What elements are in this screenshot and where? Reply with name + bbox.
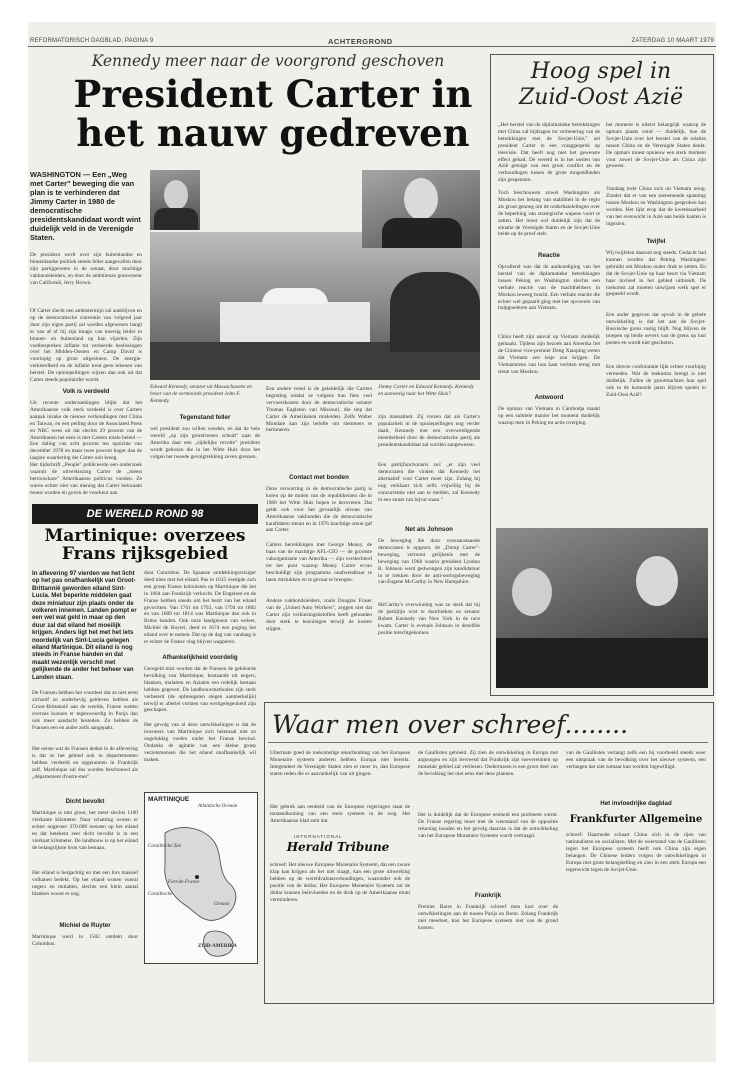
section-name: ACHTERGROND bbox=[328, 37, 393, 46]
zoa-col2-p4: Een ander gegeven dat opvalt in de gehele ontwikkeling is dat het aan de Sovjet-Russische grens rustig blijft. Nog blijven de troepen op beide oevers van de grens op hun posten en wordt niet geschoten. bbox=[606, 312, 706, 346]
article-headline-line1: President Carter in bbox=[73, 72, 473, 116]
schreef-title: Waar men over schreef........ bbox=[272, 710, 629, 739]
subhead-antwoord: Antwoord bbox=[534, 394, 564, 401]
zoa-col1-p5: De opmars van Vietnam in Cambodja maakt op een subtiele manier het moment duidelijk waarop men in Peking tot actie overging. bbox=[498, 406, 600, 426]
zoa-col1-p1: „Het herstel van de diplomatieke betrekkingen met China zal bijdragen tot verbetering van de betrekkingen met de Sovjet-Unie," zei president Carter in een vraaggesprek op televisie. Dat heeft nog niet het gewenste effect gehad. De wereld is in het oosten van Azië getuige van een groot conflict en de verhoudingen tussen de grote mogendheden zijn gespannen. bbox=[498, 122, 600, 184]
map-label-right: Oceaan bbox=[214, 902, 230, 907]
map-label-sea: Atlantische Oceaan bbox=[198, 804, 238, 809]
zoa-col2-p5: Een directe confrontatie lijkt echter voorlopig vermeden. Wat de toekomst brengt is niet duidelijk. Zullen de grootmachten hun spel ook in de komende jaren blijven spelen in Zuid-Oost Azië? bbox=[606, 364, 706, 398]
carter-col2-p2: Een andere trend is de geleidelijk die Carters begroting omdat ze volgens hun fiets veel vervoerskosten door de democratische senator Thomas Eagleton van Missouri, die riep dat Carter de Amerikanen misleiden. Zelfs Walter Mondale kan zijn belofte om stemmers te herinneren. bbox=[266, 386, 372, 434]
wereld-lead: In aflevering 97 vierden we het licht op het pas onafhankelijk van Groot-Brittannië geworden eiland Sint-Lucia. Met beperkte middelen gaat deze miniatuur zijn plaats onder de volkeren innemen. Landen pompt er een wel wat geld in maar op den duur zal dat eiland het moeilijk krijgen. Anders ligt het met het iets noordelijk van Sint-Lucia gelegen eiland Martinique. Dit eiland is nog steeds in Franse handen en dat maakt wezenlijk verschil met gelijkende de ander het beheer van Landen staan. bbox=[32, 570, 137, 681]
paper-name: REFORMATORISCH DAGBLAD, PAGINA 9 bbox=[30, 38, 154, 44]
map-label-north: Caraïbische Zee bbox=[148, 844, 181, 849]
carter-col3-p2: Een partijfunctionaris zei: „er zijn veel democraten die vinden dat Kennedy het alternatief voor Carter moet zijn. Zolang hij nog verklaart zich zelfs vrijwillig bij de concurrentie niet aan te melden, zal Kennedy in een straat van bijval staan." bbox=[378, 462, 480, 503]
carter-col3-p3: De beweging die door vooraanstaande democraten is opgezet, de „Dump Carter"-beweging, vertoont gelijkenis met de beweging van 1968 waarin president Lyndon B. Johnson werd gedwongen zijn kandidatuur in te trekken door de anti-oorlogsbeweging van Eugene McCarthy in New Hampshire. bbox=[378, 538, 480, 586]
leaders-meeting-photo bbox=[496, 528, 708, 688]
wereld-col1-p1: De Fransen hebben het voordeel dat ze niet eerst zichzelf zo onderhevig gebleven hebben als Groot-Brittannië aan de weelde, Franse wetten overzee kunnen er tegenwoordig in Parijs dan ook meer aandacht besteden. Zo hebben de Fransen een en ander zelfs aangepakt. bbox=[32, 690, 138, 731]
wereld-col1-p5: Martinique werd in 1502 ontdekt door Columbus. bbox=[32, 934, 138, 947]
zoa-col1-p3: Opvallend was dat de aankondiging van het herstel van de diplomatieke betrekkingen tussen Peking en Washington slechts een verbale reactie van de machthebbers in Moskou teweeg bracht. Een verbale reactie die echter wel gepaard ging met het opvoeren van hulpgoederen aan Vietnam. bbox=[498, 264, 600, 312]
carter-col3-p1: zijn massaliteit. Zij vrezen dat als Carter's populariteit in de opiniepeilingen nog verder daalt, Kennedy met een overweldigende meerderheid door de democratische partij als presidentskandidaat zal worden aangewezen. bbox=[378, 414, 480, 448]
schreef-col2-p2: Het is duidelijk dat de Europese eenheid een probleem vormt. De Franse regering moet met de weerstand van de oppositie rekening houden en het gevolg daarvan is dat de ontwikkeling van het Europese Monetaire Systeem wordt vertraagd. bbox=[418, 812, 558, 839]
wereld-banner: DE WERELD ROND 98 bbox=[32, 504, 258, 524]
wereld-title-line1: Martinique: overzees bbox=[44, 526, 246, 546]
zoa-col2-p3: Wij twijfelen daarom nog steeds. Gedacht had kunnen worden dat Peking Washington gebruikt om Moskou onder druk te zetten. En dat de Sovjet-Unie op haar beurt via Vietnam haar invloed in het gebied uitbreidt. De toekomst zal moeten uitwijzen welk spel er gespeeld wordt. bbox=[606, 250, 706, 298]
map-graphic bbox=[145, 793, 257, 963]
white-house-photo bbox=[150, 232, 480, 380]
subhead-johnson: Net als Johnson bbox=[405, 526, 453, 533]
map-label-city: Fort-de-France bbox=[168, 880, 200, 885]
map-title: MARTINIQUE bbox=[148, 796, 190, 803]
carter-col2-p1: wel president zou willen worden, en dat de hele wereld „op zijn grondvesten schudt" naar de Amerika daar een „zijdelijke revolte" president wordt gekozen die in het Witte Huis door het volgen het tweede gevolgtrekking zeven grenzen. bbox=[150, 426, 260, 460]
carter-portrait-photo bbox=[150, 170, 200, 230]
subhead-michiel: Michiel de Ruyter bbox=[59, 922, 111, 929]
newspaper-page bbox=[28, 22, 716, 1062]
schreef-col2-p1: de Gaullisten geboeid. Zij zien de ontwikkeling in Europa met argusogen en zijn bevreesd dat Frankrijk zijn soevereiniteit op monetair gebied zal verliezen. Ondertussen is een groot deel van de bevolking het niet eens met deze plannen. bbox=[418, 750, 558, 777]
carter-col1-p2: Of Carter slecht een ambtstermijn zal aanblijven en op de democratische conventie van volgend jaar door zijn eigen partij zal worden afgewezen hangt er van af of hij zijn imago van koersig leider in binnen- en buitenland op kan vijzelen. Zijn voelbespreken inflatie tot verkeerde beslissingen over het Midden-Oosten en Camp David is voorlopig op grote uitgesloten. De energie-verkeerdheid en de inflatie treat geen tekenen van herstel. De opiniepeilingen wijzen dan ook uit dat Carter steeds populairder wordt. bbox=[30, 308, 142, 384]
iht-masthead-small: INTERNATIONAL bbox=[294, 834, 343, 839]
page-date: ZATERDAG 10 MAART 1979 bbox=[631, 38, 714, 44]
subhead-volk: Volk is verdeeld bbox=[62, 388, 110, 395]
carter-col2-p3: Deze verwarring in de democratische partij is koren op de molen van de republikeinen die in 1980 het Witte Huis hopen te heroveren. Dat geldt ook voor het gevaarlijk niveau van Amerikaanse vakbonden die de democratische kandidaten steunt en in 1976 krachtige steun gaf aan Carter. bbox=[266, 486, 372, 534]
wereld-col2-p3: Het gevolg van al deze ontwikkelingen is dat de inwoners van Martinique zich helemaal niet zo ongelukkig voelen onder het Franse bewind. Ondanks de agitatie van een kleine groep verzetsmensen die het eiland onafhankelijk wil maken. bbox=[144, 722, 256, 763]
subhead-contact: Contact met bonden bbox=[289, 474, 349, 481]
kennedy-portrait-photo bbox=[362, 170, 480, 248]
subhead-frankrijk: Frankrijk bbox=[474, 892, 502, 899]
schreef-col2-p3: Premier Barre in Frankrijk schreef men kort over de ontwikkelingen aan de tussen Parijs en Bonn. Zolang Frankrijk niet meedoet, kan het Europese systeem niet van de grond komen. bbox=[418, 904, 558, 931]
schreef-col1-p2: Het gebrek aan eenheid van de Europese regeringen staat de totstandkoming van een sterk systeem in de weg. Het Amerikaanse blad stelt dat. bbox=[270, 804, 410, 824]
carter-col2-p4: Carters betrekkingen met George Meany, de baas van de machtige AFL-CIO — de grootste vakorganisatie van Amerika — zijn verslechterd tot het punt waarop Meany Carter ervan beschuldigt zijn programma onafwendbaar te laten mislukken en te gevaar te brengen. bbox=[266, 542, 372, 583]
subhead-afhankelijk: Afhankelijkheid voordelig bbox=[162, 654, 238, 661]
carter-col2-p5: Andere vakbondsleiders, zoals Douglas Fraser van de „United Auto Workers", zeggen niet dat Carter zijn verkiezingsbeloften heeft gehouden door sterk te bezuinigen terwijl de kosten stijgen. bbox=[266, 598, 372, 632]
schreef-col3-p1: van de Gaullisten verlangt zelfs een bij voorbeeld steeds weer een uitspraak van de bevolking over het nieuwe systeem, een verlangen dat niet zomaar kan worden ingewilligd. bbox=[566, 750, 706, 770]
subhead-tegenstand: Tegenstand feller bbox=[179, 414, 231, 421]
wereld-col2-p1: door Columbus. De Spaanse ontdekkingsreiziger deed niets met het eiland. Pas in 1635 vestigde zich een groep Franse kolonisten op Martinique die het in 1664 aan Frankrijk verkocht. De Engelsen en de Franse hebben steeds om het bezit van het eiland gevochten. Van 1761 tot 1763, van 1794 tot 1802 en van 1809 tot 1814 was Martinique dan ook in Britse handen. Ook onze landgenoot van weleer, Michiel de Ruyter, deed in 1674 een poging het eiland over te nemen. Dat op de dag van vandaag is er echter de Franse vlag blijven wapperen. bbox=[144, 570, 256, 646]
wereld-title-line2: Frans rijksgebied bbox=[61, 544, 229, 564]
iht-masthead: Herald Tribune bbox=[286, 840, 390, 854]
caption-kennedy: Edward Kennedy, senator uit Massachusetts en broer van de vermoorde president John F. Kennedy. bbox=[150, 384, 252, 404]
subhead-dicht: Dicht bevolkt bbox=[65, 798, 105, 805]
schreef-rule bbox=[268, 742, 708, 743]
carter-col1-p1: De president werft over zijn buitenlandse en binnenlandse politiek steeds feller aangevallen door zijn partijgenoten in de senaat, door machtige vakbondsleiders, en door de ambitieuze gouverneur van Californië, Jerry Brown. bbox=[30, 252, 142, 286]
carter-col1-p4: Het tijdschrift „People" publiceerde een onderzoek waaruit de uitverkiezing Carter de „meest betrouwbare" Amerikaanse politicus vonden. Ze waren echter niet van mening dat Carter bekwaam moest worden en goven de voorkeur aan bbox=[30, 462, 142, 496]
faz-masthead: Frankfurter Allgemeine bbox=[569, 814, 703, 825]
martinique-map bbox=[144, 792, 258, 964]
zoa-title-line1: Hoog spel in bbox=[530, 59, 672, 84]
header-rule bbox=[28, 46, 716, 47]
wereld-col2-p2: Geregeld mist worden dat de Fransen de gekleurde bevolking van Martinique, bestaande uit negers, blanken, mulatten en Aziaten een redelijk bestaan hebben gegeven. De landbouwmethoden zijn sterk verbeterd (de opbrengsten stegen aanmerkelijk) terwijl er allerlei vormen van werkgelegenheid zijn geschapen. bbox=[144, 666, 256, 714]
article-headline-line2: het nauw gedreven bbox=[76, 111, 470, 155]
schreef-col3-p2: schreef: Daarmede schaart China zich in de rijen van nationalisten en socialisten. Met de weerstand van de Gaullisten tegen het Europese systeem heeft ook China zijn eigen belangen. De Chinese leiders volgen de ontwikkelingen in Europa met grote belangstelling en zien in een sterk Europa een tegenwicht tegen de Sovjet-Unie. bbox=[566, 832, 706, 873]
zoa-title-line2: Zuid-Oost Azië bbox=[519, 85, 683, 110]
subhead-twijfel: Twijfel bbox=[646, 238, 666, 245]
map-label-sub: ZUID-AMERIKA bbox=[198, 944, 237, 949]
wereld-col1-p2: Het eerste wat de Fransen deden in de aflevering is dat ze het gebied ook in departementen hebben verdeeld en opgenomen in Frankrijk zelf. Martinique zal dus worden beschouwd als „département d'outre-mer". bbox=[32, 746, 138, 780]
carter-col3-p4: McCarthy's overwinning was zo sterk dat hij de partijlijn wist te doorbreken en senator Robert Kennedy van New York in de race kwam. Carter is evenals Johnson in dezelfde positie terechtgekomen. bbox=[378, 602, 480, 636]
zoa-col2-p2: Vandaag trekt China zich uit Vietnam terug. Zonder dat er van een toenemende spanning tussen Moskou en Washington gesproken kan worden. Het lijkt erop dat de kwetsbaarheid van het evenwicht in Azië aan beide kanten is ingezien. bbox=[606, 186, 706, 227]
schreef-col1-p1: Uitermate goed de toekomstige tekortkoming van het Europese Monetaire systeem anderen hebben Europa niet bereikt. Integendeel de Verenigde Staten zien er meer in, dan Europese staten reden die er aanvankelijk van uit gingen. bbox=[270, 750, 410, 777]
subhead-reactie: Reactie bbox=[537, 252, 560, 259]
zoa-col1-p4: China heeft zijn aanval op Vietnam duidelijk gemaakt. Tijdens zijn bezoek aan Amerika liet de Chinese vice-premier Deng Xiaoping weten dat Vietnam een lesje zou krijgen. De Vietnamezen van hun kant vechten terug met steun van Moskou. bbox=[498, 334, 600, 375]
wereld-col1-p4: Het eiland is bergachtig en met een fors massief vulkanen bedekt. Op het eiland wonen vooral negers en mulatten, slechts een klein aantal blanken woont er nog. bbox=[32, 870, 138, 897]
article-lead: WASHINGTON — Een „Weg met Carter" beweging die van plan is te verhinderen dat Jimmy Carter in 1980 de democratische presidentskandidaat wordt wint duidelijk veld in de Verenigde Staten. bbox=[30, 170, 141, 242]
map-label-left: Caraïbische bbox=[148, 892, 173, 897]
caption-carter-kennedy: Jimmy Carter en Edward Kennedy. Kennedy en aanwezig naar het Witte Huis? bbox=[378, 384, 474, 397]
subhead-invloed: Het invloedrijke dagblad bbox=[600, 800, 672, 807]
zoa-col1-p2: Toch beschouwen zowel Washington als Moskou het belang van stabiliteit in de regio als groot genoeg om de onderhandelingen over de beperking van strategische wapens voort te zetten. Het moet wel duidelijk zijn dat de situatie de Verenigde Staten en de Sovjet-Unie beide op de proef stelt. bbox=[498, 190, 600, 238]
carter-col1-p3: Uit recente onderzoekingen blijkt dat het Amerikaanse volk sterk verdeeld is over Carters aanpak inzake de nieuwe verhoudingen met China en Taiwan, en een peiling door de Associated Press en NBC wees uit dat slechts 29 procent van de Amerikanen het eens is met Carters totale beleid — Een daling van acht procent ten opzichte van december 1978 en maar twee procent hoger dan de laagste waardering die Carter ooit kreeg. bbox=[30, 400, 142, 462]
wereld-col1-p3: Martinique is niet groot, het meet slechts 1100 vierkante kilometer. Naar schatting wonen er echter ongeveer 370.000 mensen op het eiland en dat betekent zeer dicht bevolkt is in een vierkant kilometer. De landbouw is op het eiland de belangrijkste bron van bestaan. bbox=[32, 810, 138, 851]
schreef-col1-p3: schreef: Het nieuwe Europese Monetaire Systeem, dat een zware klap kan krijgen als het niet slaagt, kan een grote uitwerking hebben op de wereldvalutaverhoudingen, waaronder ook de positie van de dollar. Het Europese Monetaire Systeem zal de dollar kunnen beïnvloeden en de druk op de Amerikaanse munt verminderen. bbox=[270, 862, 410, 903]
article-kicker: Kennedy meer naar de voorgrond geschoven bbox=[91, 52, 445, 70]
zoa-col2-p1: het moment is uiterst belangrijk waarop de opmars plaats vond — duidelijk, hoe de Sovjet-Unie over het herstel van de relaties tussen China en de Verenigde Staten denkt. De opmars moest opnieuw een sterk moment voor zowel de Sovjet-Unie als China zijn geweest. bbox=[606, 122, 706, 170]
